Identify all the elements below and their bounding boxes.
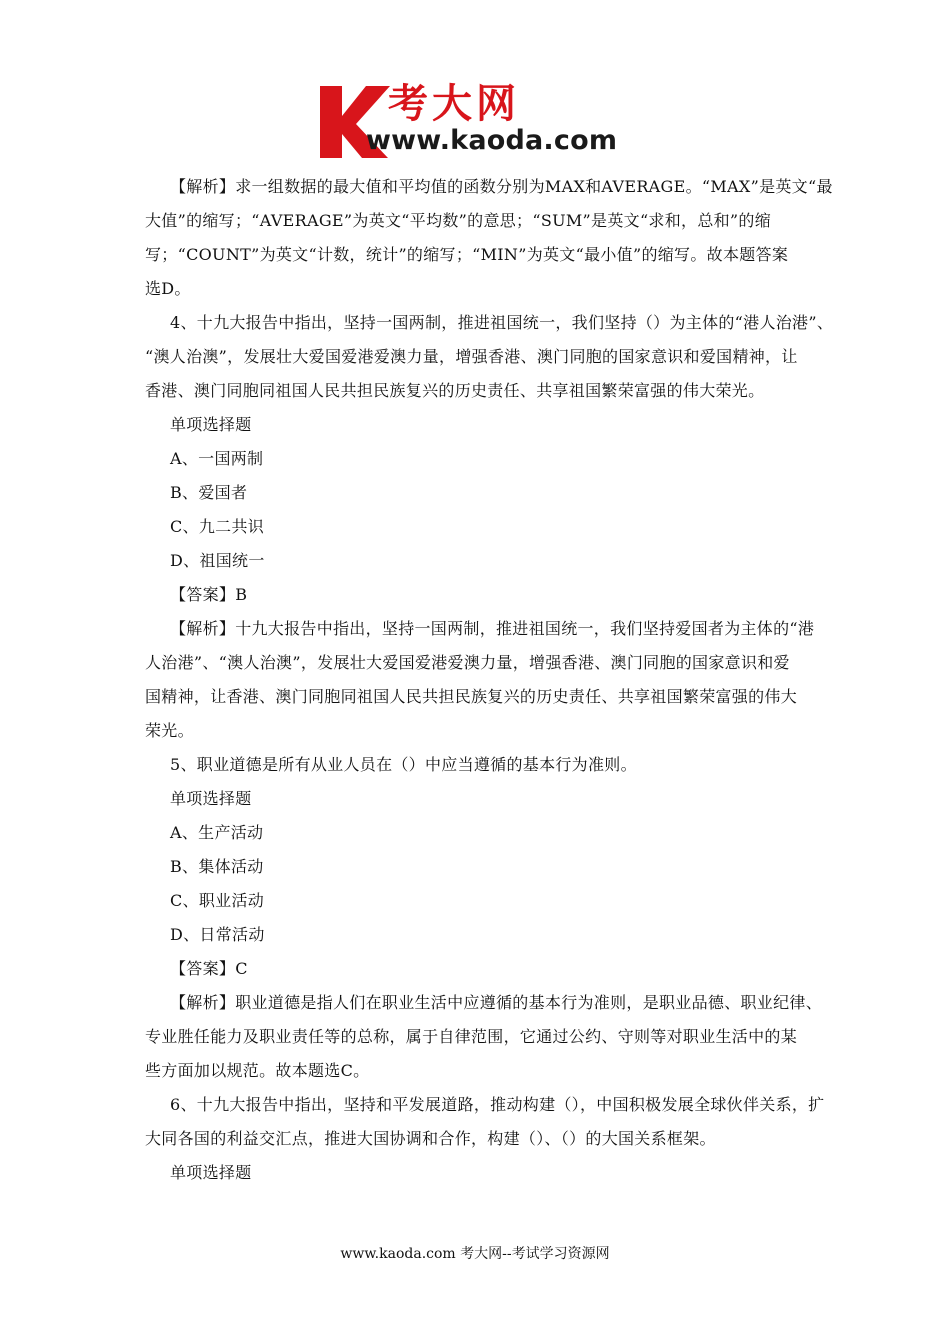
text-line: 单项选择题 bbox=[170, 415, 252, 434]
text-line: A、生产活动 bbox=[170, 823, 264, 842]
page-footer: www.kaoda.com 考大网--考试学习资源网 bbox=[340, 1246, 610, 1262]
text-line: 大同各国的利益交汇点，推进大国协调和合作，构建（）、（）的大国关系框架。 bbox=[145, 1129, 716, 1148]
text-line: D、日常活动 bbox=[170, 925, 265, 944]
text-line: B、集体活动 bbox=[170, 857, 264, 876]
text-line: “澳人治澳”，发展壮大爱国爱港爱澳力量，增强香港、澳门同胞的国家意识和爱国精神，让 bbox=[145, 347, 798, 366]
document-body bbox=[145, 170, 834, 1190]
text-line: 些方面加以规范。故本题选C。 bbox=[145, 1061, 370, 1080]
text-line: B、爱国者 bbox=[170, 483, 248, 502]
text-line: 单项选择题 bbox=[170, 789, 252, 808]
text-line: C、九二共识 bbox=[170, 517, 265, 536]
text-line: 5、职业道德是所有从业人员在（）中应当遵循的基本行为准则。 bbox=[170, 755, 637, 774]
text-line: 荣光。 bbox=[145, 721, 194, 740]
text-line: 【答案】B bbox=[170, 585, 248, 604]
text-line: 4、十九大报告中指出，坚持一国两制，推进祖国统一，我们坚持（）为主体的“港人治港”、 bbox=[170, 313, 834, 332]
text-line: 大值”的缩写；“AVERAGE”为英文“平均数”的意思；“SUM”是英文“求和，总和”的缩 bbox=[145, 211, 772, 230]
text-line: 6、十九大报告中指出，坚持和平发展道路，推动构建（），中国积极发展全球伙伴关系，扩 bbox=[170, 1095, 825, 1114]
logo-url: www.kaoda.com bbox=[366, 125, 618, 156]
text-line: D、祖国统一 bbox=[170, 551, 265, 570]
text-line: 写；“COUNT”为英文“计数，统计”的缩写；“MIN”为英文“最小值”的缩写。故本题答案 bbox=[145, 245, 789, 264]
text-line: 国精神，让香港、澳门同胞同祖国人民共担民族复兴的历史责任、共享祖国繁荣富强的伟大 bbox=[145, 687, 798, 706]
text-line: 香港、澳门同胞同祖国人民共担民族复兴的历史责任、共享祖国繁荣富强的伟大荣光。 bbox=[145, 381, 765, 400]
text-line: C、职业活动 bbox=[170, 891, 265, 910]
text-line: 【解析】求一组数据的最大值和平均值的函数分别为MAX和AVERAGE。“MAX”是英文“最 bbox=[170, 177, 833, 196]
text-line: 专业胜任能力及职业责任等的总称，属于自律范围，它通过公约、守则等对职业生活中的某 bbox=[145, 1027, 798, 1046]
text-line: 单项选择题 bbox=[170, 1163, 252, 1182]
kaoda-logo bbox=[316, 80, 646, 160]
text-line: 【解析】职业道德是指人们在职业生活中应遵循的基本行为准则，是职业品德、职业纪律、 bbox=[170, 993, 823, 1012]
text-line: A、一国两制 bbox=[170, 449, 264, 468]
text-line: 人治港”、“澳人治澳”，发展壮大爱国爱港爱澳力量，增强香港、澳门同胞的国家意识和爱 bbox=[145, 653, 790, 672]
text-line: 【解析】十九大报告中指出，坚持一国两制，推进祖国统一，我们坚持爱国者为主体的“港 bbox=[170, 619, 815, 638]
logo-title: 考大网 bbox=[388, 81, 520, 127]
text-line: 【答案】C bbox=[170, 959, 248, 978]
text-line: 选D。 bbox=[145, 279, 191, 298]
